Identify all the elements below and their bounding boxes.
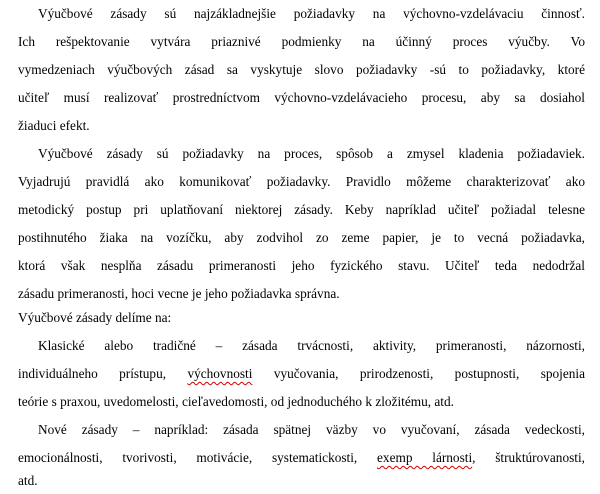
new-principles-line-2-post: , štruktúrovanosti, <box>472 450 585 465</box>
paragraph-1-line-5: žiaduci efekt. <box>18 118 90 133</box>
paragraph-1-line-1: Výučbové zásady sú najzákladnejšie požiadavky na výchovno-vzdelávaciu činnosť. <box>38 6 585 21</box>
list-heading: Výučbové zásady delíme na: <box>18 310 172 325</box>
new-principles-line-3: atd. <box>18 473 38 488</box>
paragraph-2-line-3: metodický postup pri uplatňovaní niektorej zásady. Keby napríklad učiteľ požiadal telesne <box>18 202 585 217</box>
paragraph-2-line-5: ktorá však nesplňa zásadu primeranosti jeho fyzického stavu. Učiteľ teda nedodržal <box>18 258 585 273</box>
paragraph-2-line-1: Výučbové zásady sú požiadavky na proces, spôsob a zmysel kladenia požiadaviek. <box>38 146 585 161</box>
new-principles-line-2 <box>18 447 585 469</box>
classic-principles-line-2-post: vyučovania, prirodzenosti, postupnosti, spojenia <box>252 366 586 381</box>
classic-principles-line-2 <box>18 363 585 385</box>
classic-principles-line-3: teórie s praxou, uvedomelosti, cieľavedomosti, od jednoduchého k zložitému, atd. <box>18 394 454 409</box>
new-principles-line-2-pre: emocionálnosti, tvorivosti, motivácie, systematickosti, <box>18 450 378 465</box>
spellcheck-word[interactable]: exemp lárnosti <box>377 450 473 465</box>
paragraph-1-line-4: učiteľ musí realizovať prostredníctvom výchovno-vzdelávacieho procesu, aby sa dosiahol <box>18 90 585 105</box>
classic-principles-line-1: Klasické alebo tradičné – zásada trvácnosti, aktivity, primeranosti, názornosti, <box>38 338 585 353</box>
paragraph-2-line-6: zásadu primeranosti, hoci vecne je jeho požiadavka správna. <box>18 286 340 301</box>
paragraph-2-line-2: Vyjadrujú pravidlá ako komunikovať požiadavky. Pravidlo môžeme charakterizovať ako <box>18 174 585 189</box>
classic-principles-line-2-pre: individuálneho prístupu, <box>18 366 188 381</box>
paragraph-1-line-2: Ich rešpektovanie vytvára priaznivé podmienky na účinný proces výučby. Vo <box>18 34 585 49</box>
spellcheck-word[interactable]: výchovnosti <box>187 366 253 381</box>
paragraph-1-line-3: vymedzeniach výučbových zásad sa vyskytuje slovo požiadavky -sú to požiadavky, ktoré <box>18 62 585 77</box>
paragraph-2-line-4: postihnutého žiaka na vozíčku, aby zodvihol zo zeme papier, je to vecná požiadavka, <box>18 230 585 245</box>
new-principles-line-1: Nové zásady – napríklad: zásada spätnej väzby vo vyučovaní, zásada vedeckosti, <box>38 422 585 437</box>
